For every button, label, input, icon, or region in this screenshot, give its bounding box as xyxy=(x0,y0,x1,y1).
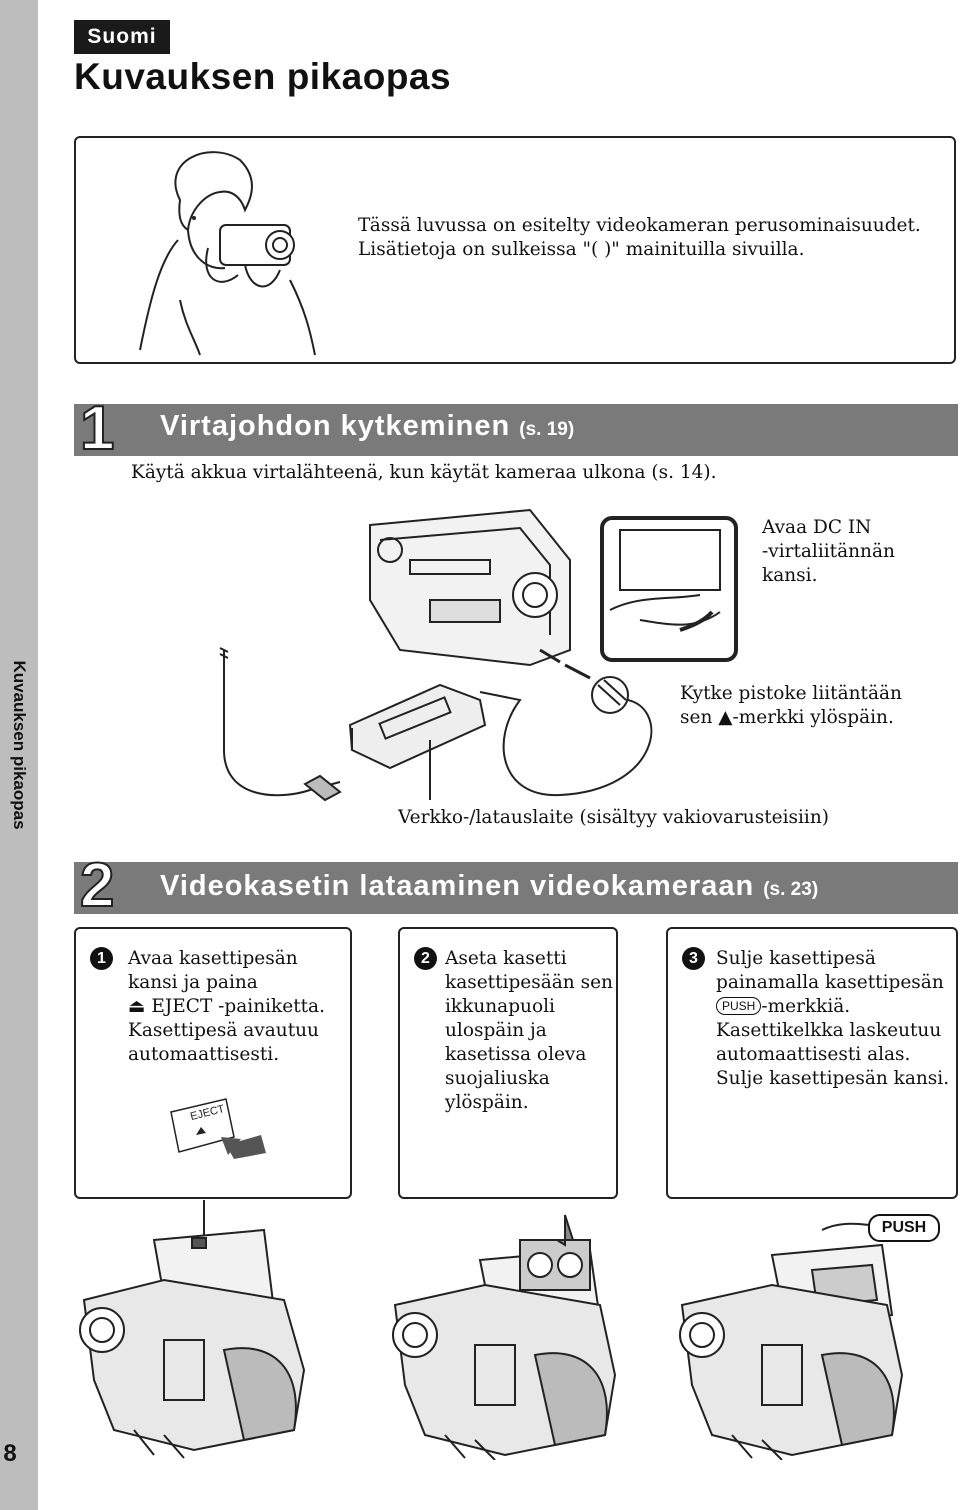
callout-plug-line-1: Kytke pistoke liitäntään xyxy=(680,683,902,704)
panel-1-line-5: automaattisesti. xyxy=(128,1044,280,1065)
panel-3-line-4: Kasettikelkka laskeutuu xyxy=(716,1020,942,1041)
panel-2 xyxy=(398,927,618,1199)
page-number: 8 xyxy=(3,1440,17,1467)
step1-number: 1 xyxy=(80,394,115,463)
intro-text xyxy=(358,214,921,262)
panel-3-number: 3 xyxy=(682,947,705,970)
language-badge: Suomi xyxy=(74,20,170,54)
callout-adapter: Verkko-/latauslaite (sisältyy vakiovarusteisiin) xyxy=(398,807,829,828)
callout-plug-line-2: sen ▲-merkki ylöspäin. xyxy=(680,707,894,728)
panel-3-line-6: Sulje kasettipesän kansi. xyxy=(716,1068,950,1089)
panel-3 xyxy=(666,927,958,1199)
panel-3-line-1: Sulje kasettipesä xyxy=(716,948,876,969)
eject-illustration-label: EJECT xyxy=(189,1102,226,1124)
push-label: PUSH xyxy=(868,1214,940,1242)
panel-3-line-5: automaattisesti alas. xyxy=(716,1044,911,1065)
step1-ref: (s. 19) xyxy=(519,419,575,440)
panel-1-text xyxy=(128,947,325,1067)
panel-3-line-3 xyxy=(716,995,949,1019)
callout-plug xyxy=(680,682,902,730)
panel-3-text xyxy=(716,947,949,1091)
step1-subtitle: Käytä akkua virtalähteenä, kun käytät kameraa ulkona (s. 14). xyxy=(131,462,717,483)
panel-2-line-5: kasetissa oleva xyxy=(445,1044,587,1065)
panel-1 xyxy=(74,927,352,1199)
callout-dc-line-3: kansi. xyxy=(762,565,818,586)
power-connection-illustration xyxy=(200,500,760,810)
camcorder-open-illustration xyxy=(74,1200,314,1460)
panel-1-line-3: ⏏ EJECT -painiketta. xyxy=(128,996,325,1017)
callout-dc-line-2: -virtaliitännän xyxy=(762,541,895,562)
camcorder-close-illustration xyxy=(672,1210,942,1460)
panel-2-line-3: ikkunapuoli xyxy=(445,996,555,1017)
callout-dc-line-1: Avaa DC IN xyxy=(762,517,872,538)
intro-line-2: Lisätietoja on sulkeissa "( )" mainituilla sivuilla. xyxy=(358,239,805,260)
person-camera-illustration xyxy=(120,140,330,358)
panel-2-number: 2 xyxy=(414,947,437,970)
panel-1-line-2: kansi ja paina xyxy=(128,972,258,993)
panel-2-line-2: kasettipesään sen xyxy=(445,972,613,993)
panel-2-line-1: Aseta kasetti xyxy=(445,948,567,969)
side-tab-label: Kuvauksen pikaopas xyxy=(10,660,29,830)
camcorder-insert-illustration xyxy=(385,1210,625,1460)
panel-2-line-6: suojaliuska xyxy=(445,1068,550,1089)
page-title: Kuvauksen pikaopas xyxy=(74,56,452,97)
panel-3-line-2: painamalla kasettipesän xyxy=(716,972,944,993)
panel-1-line-4: Kasettipesä avautuu xyxy=(128,1020,319,1041)
callout-dc-in xyxy=(762,516,895,588)
panel-1-number: 1 xyxy=(90,947,113,970)
intro-line-1: Tässä luvussa on esitelty videokameran perusominaisuudet. xyxy=(358,215,921,236)
panel-3-line-3-suffix: -merkkiä. xyxy=(761,996,851,1017)
step2-title-wrap xyxy=(160,870,818,903)
panel-2-text xyxy=(445,947,613,1115)
panel-2-line-4: ulospäin ja xyxy=(445,1020,547,1041)
panel-1-line-1: Avaa kasettipesän xyxy=(128,948,298,969)
step2-number: 2 xyxy=(80,851,115,920)
step2-ref: (s. 23) xyxy=(763,879,819,900)
panel-2-line-7: ylöspäin. xyxy=(445,1092,529,1113)
step2-title: Videokasetin lataaminen videokameraan xyxy=(160,870,755,902)
step1-title-wrap xyxy=(160,410,574,443)
push-badge: PUSH xyxy=(716,997,761,1015)
step1-title: Virtajohdon kytkeminen xyxy=(160,410,511,442)
